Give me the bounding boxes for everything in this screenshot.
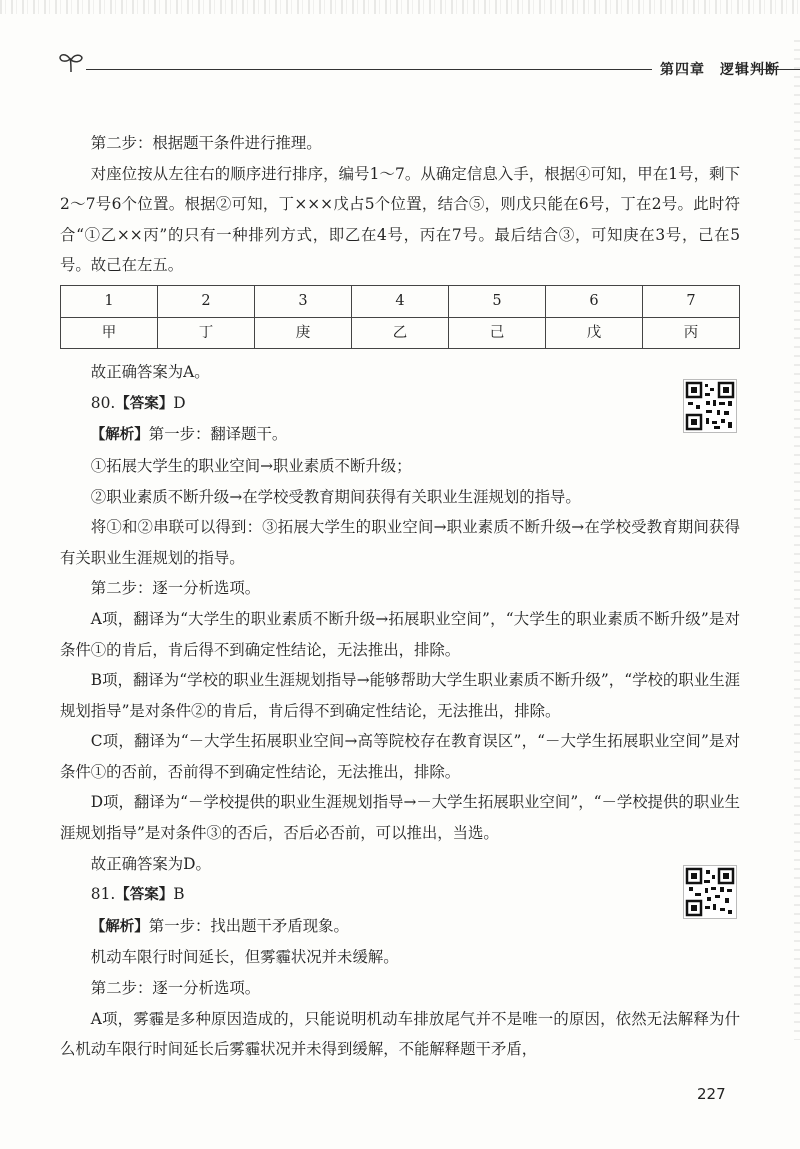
paragraph: C项，翻译为“－大学生拓展职业空间→高等院校存在教育误区”，“－大学生拓展职业空间”是对条件①的否前，否前得不到确定性结论，无法推出，排除。 [60,732,740,781]
paragraph: ①拓展大学生的职业空间→职业素质不断升级； [90,456,412,475]
table-row [61,285,740,317]
paragraph: D项，翻译为“－学校提供的职业生涯规划指导→－大学生拓展职业空间”，“－学校提供的职业生涯规划指导”是对条件③的否后，否后必否前，可以推出，当选。 [60,793,740,843]
paragraph: A项，翻译为“大学生的职业素质不断升级→拓展职业空间”，“大学生的职业素质不断升级”是对条件①的肯后，肯后得不到确定性结论，无法推出，排除。 [60,609,740,659]
header-rule-left [86,69,652,70]
answer-line [60,879,740,911]
page-header [58,48,800,78]
paragraph: 对座位按从左往右的顺序进行排序，编号1～7。从确定信息入手，根据④可知，甲在1号，剩下2～7号6个位置。根据②可知，丁×××戊占5个位置，结合⑤，则戊只能在6号，丁在2号。此时符合“①乙××丙”的只有一种排列方式，即乙在4号，丙在7号。最后结合③，可知庚在3号，己在5号。故己在左五。 [60,164,740,275]
sprout-icon [58,50,84,74]
chapter-title: 第四章 逻辑判断 [660,62,780,78]
question-number: 80. [90,393,116,412]
paragraph: 故正确答案为D。 [90,854,211,873]
table-cell: 2 [158,285,255,317]
paragraph: 将①和②串联可以得到：③拓展大学生的职业空间→职业素质不断升级→在学校受教育期间获得有关职业生涯规划的指导。 [60,518,740,567]
question-number: 81. [90,885,116,904]
analysis-label: 【解析】 [90,427,149,444]
paragraph: 第二步：根据题干条件进行推理。 [90,134,322,152]
answer-value: B [173,885,185,904]
seat-table [60,285,740,349]
analysis-text: 第一步：翻译题干。 [148,425,288,444]
table-cell: 丙 [643,317,740,349]
scan-noise-top [0,0,800,14]
table-cell: 7 [643,285,740,317]
table-cell: 5 [449,285,546,317]
analysis-label: 【解析】 [90,918,149,935]
table-cell: 己 [449,317,546,349]
answer-label: 【答案】 [115,887,174,904]
table-cell: 1 [61,285,158,317]
analysis-text: 第一步：找出题干矛盾现象。 [148,916,349,935]
paragraph: ②职业素质不断升级→在学校受教育期间获得有关职业生涯规划的指导。 [90,487,581,506]
table-row [61,317,740,349]
table-cell: 丁 [158,317,255,349]
answer-value: D [173,393,186,412]
paragraph: A项，雾霾是多种原因造成的，只能说明机动车排放尾气并不是唯一的原因，依然无法解释为什么机动车限行时间延长后雾霾状况并未得到缓解，不能解释题干矛盾， [60,1009,740,1059]
paragraph: 第二步：逐一分析选项。 [90,579,261,598]
table-cell: 戊 [546,317,643,349]
table-cell: 甲 [61,317,158,349]
answer-label: 【答案】 [115,395,174,412]
table-cell: 庚 [255,317,352,349]
table-cell: 乙 [352,317,449,349]
paragraph: 故正确答案为A。 [90,363,210,382]
paragraph: B项，翻译为“学校的职业生涯规划指导→能够帮助大学生职业素质不断升级”，“学校的职业生涯规划指导”是对条件②的肯后，肯后得不到确定性结论，无法推出，排除。 [60,671,740,720]
scan-noise-right [794,40,800,1040]
table-cell: 3 [255,285,352,317]
analysis-line [60,911,740,943]
page-content [60,128,740,1065]
analysis-line [60,419,740,451]
table-cell: 6 [546,285,643,317]
paragraph: 第二步：逐一分析选项。 [90,979,261,998]
paragraph: 机动车限行时间延长，但雾霾状况并未缓解。 [90,948,399,967]
header-rule-right [758,69,800,70]
answer-line [60,388,740,420]
page-number: 227 [697,1085,726,1103]
table-cell: 4 [352,285,449,317]
